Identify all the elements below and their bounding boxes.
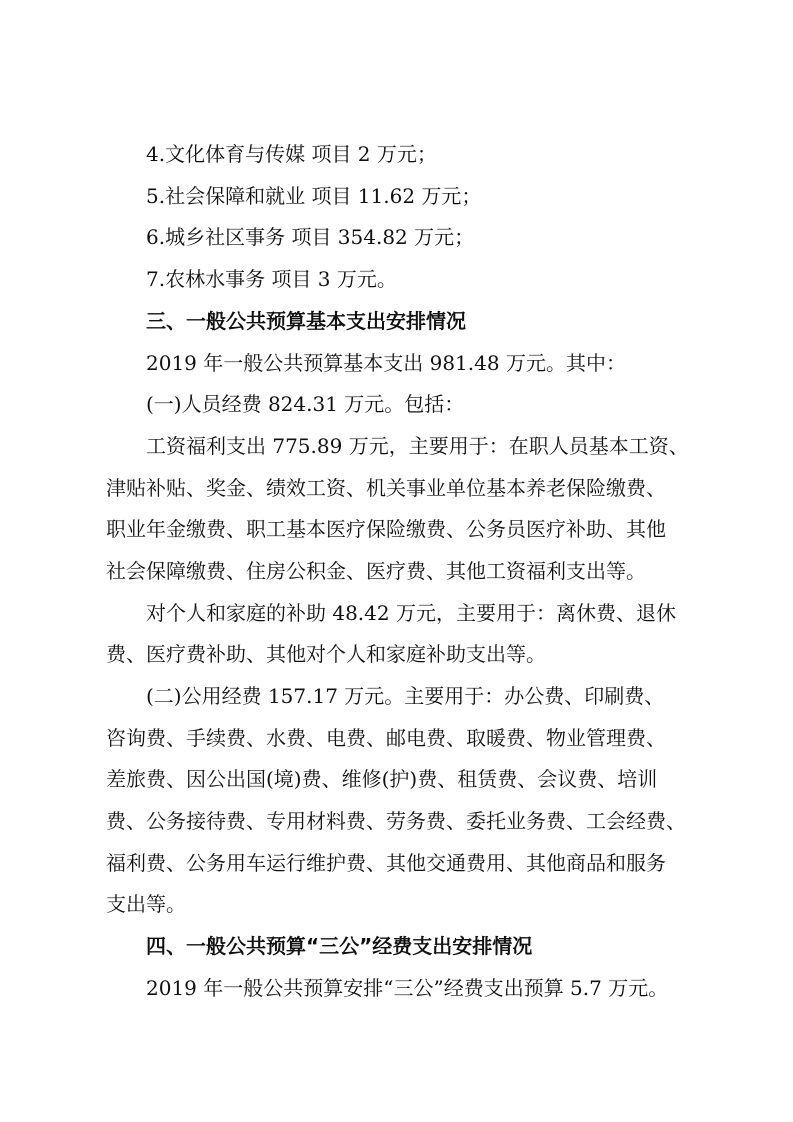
paragraph-public-expenses-line-5: 福利费、公务用车运行维护费、其他交通费用、其他商品和服务 xyxy=(106,851,666,875)
list-item-social-security-employment: 5.社会保障和就业 项目 11.62 万元； xyxy=(146,184,482,208)
paragraph-wages-line-3: 职业年金缴费、职工基本医疗保险缴费、公务员医疗补助、其他 xyxy=(106,517,666,541)
paragraph-wages-line-2: 津贴补贴、奖金、绩效工资、机关事业单位基本养老保险缴费、 xyxy=(106,476,666,500)
paragraph-wages-line-4: 社会保障缴费、住房公积金、医疗费、其他工资福利支出等。 xyxy=(106,559,646,583)
paragraph-wages-line-1: 工资福利支出 775.89 万元，主要用于：在职人员基本工资、 xyxy=(146,434,689,458)
paragraph-basic-expenditure-total: 2019 年一般公共预算基本支出 981.48 万元。其中： xyxy=(146,351,626,375)
paragraph-public-expenses-line-4: 费、公务接待费、专用材料费、劳务费、委托业务费、工会经费、 xyxy=(106,809,686,833)
list-item-culture-sports-media: 4.文化体育与传媒 项目 2 万元； xyxy=(146,142,437,166)
paragraph-subsidies-line-2: 费、医疗费补助、其他对个人和家庭补助支出等。 xyxy=(106,642,546,666)
list-item-urban-rural-community: 6.城乡社区事务 项目 354.82 万元； xyxy=(146,225,475,249)
paragraph-public-expenses-line-3: 差旅费、因公出国(境)费、维修(护)费、租赁费、会议费、培训 xyxy=(106,767,658,791)
section-heading-basic-expenditure: 三、一般公共预算基本支出安排情况 xyxy=(146,309,466,333)
section-heading-three-public-expenses: 四、一般公共预算“三公”经费支出安排情况 xyxy=(146,934,533,958)
paragraph-public-expenses-line-2: 咨询费、手续费、水费、电费、邮电费、取暖费、物业管理费、 xyxy=(106,726,666,750)
paragraph-public-expenses-line-1: (二)公用经费 157.17 万元。主要用于：办公费、印刷费、 xyxy=(146,684,665,708)
list-item-agriculture-forestry-water: 7.农林水事务 项目 3 万元。 xyxy=(146,267,397,291)
paragraph-subsidies-line-1: 对个人和家庭的补助 48.42 万元，主要用于：离休费、退休 xyxy=(146,601,676,625)
paragraph-three-public-expenses-total: 2019 年一般公共预算安排“三公”经费支出预算 5.7 万元。 xyxy=(146,976,669,1000)
subheading-personnel-expenses: (一)人员经费 824.31 万元。包括： xyxy=(146,392,465,416)
paragraph-public-expenses-line-6: 支出等。 xyxy=(106,892,186,916)
